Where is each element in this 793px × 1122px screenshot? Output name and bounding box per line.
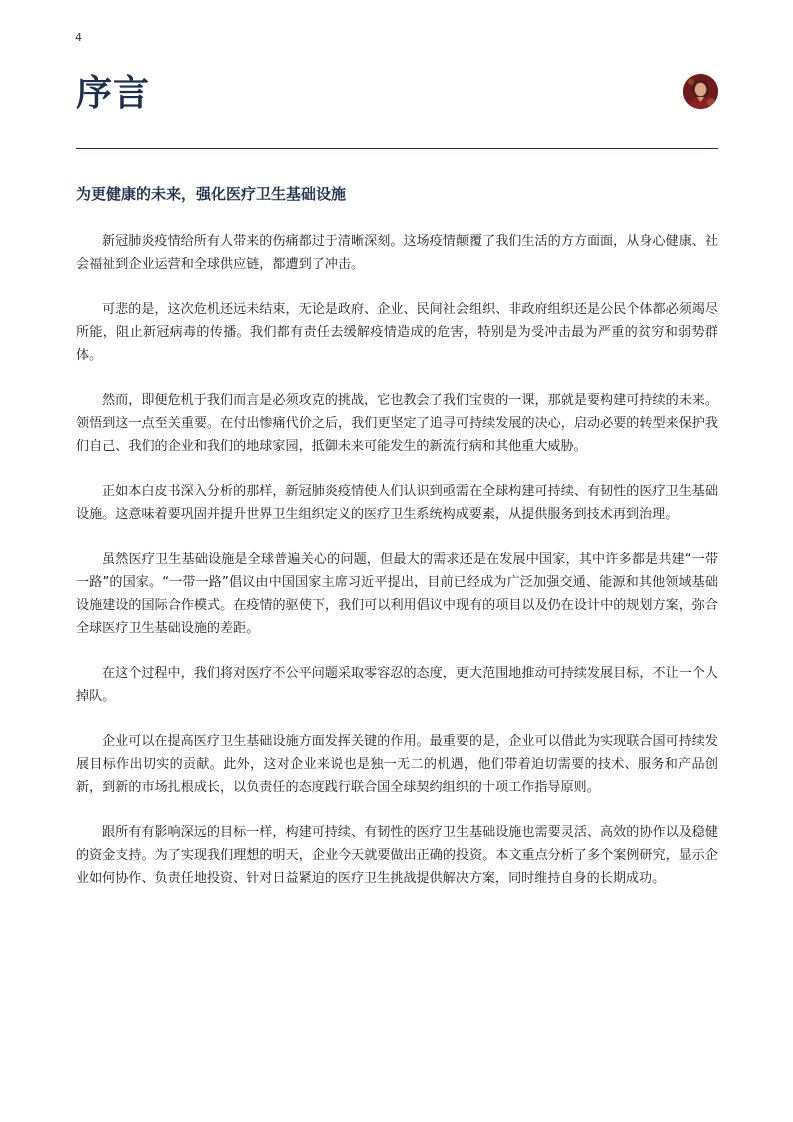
section-heading: 为更健康的未来，强化医疗卫生基础设施	[76, 185, 347, 203]
portrait-icon	[683, 74, 718, 109]
paragraph: 企业可以在提高医疗卫生基础设施方面发挥关键的作用。最重要的是，企业可以借此为实现联合国可持续发展目标作出切实的贡献。此外，这对企业来说也是独一无二的机遇，他们带着迫切需要的技术、服务和产品创新，到新的市场扎根成长，以负责任的态度践行联合国全球契约组织的十项工作指导原则。	[76, 734, 718, 795]
paragraph: 在这个过程中，我们将对医疗不公平问题采取零容忍的态度，更大范围地推动可持续发展目标，不让一个人掉队。	[76, 666, 718, 704]
paragraph: 然而，即便危机于我们而言是必须攻克的挑战，它也教会了我们宝贵的一课，那就是要构建可持续的未来。领悟到这一点至关重要。在付出惨痛代价之后，我们更坚定了追寻可持续发展的决心，启动必要的转型来保护我们自己、我们的企业和我们的地球家园，抵御未来可能发生的新流行病和其他重大威胁。	[76, 393, 718, 454]
title-divider	[76, 148, 718, 149]
paragraph: 可悲的是，这次危机还远未结束，无论是政府、企业、民间社会组织、非政府组织还是公民个体都必须竭尽所能，阻止新冠病毒的传播。我们都有责任去缓解疫情造成的危害，特别是为受冲击最为严重的贫穷和弱势群体。	[76, 302, 718, 363]
page-number: 4	[75, 31, 82, 44]
body-text	[76, 230, 718, 912]
paragraph: 新冠肺炎疫情给所有人带来的伤痛都过于清晰深刻。这场疫情颠覆了我们生活的方方面面，从身心健康、社会福祉到企业运营和全球供应链，都遭到了冲击。	[76, 234, 718, 272]
page-title: 序言	[76, 73, 151, 114]
paragraph: 跟所有有影响深远的目标一样，构建可持续、有韧性的医疗卫生基础设施也需要灵活、高效的协作以及稳健的资金支持。为了实现我们理想的明天，企业今天就要做出正确的投资。本文重点分析了多个案例研究，显示企业如何协作、负责任地投资、针对日益紧迫的医疗卫生挑战提供解决方案，同时维持自身的长期成功。	[76, 825, 718, 886]
paragraph: 虽然医疗卫生基础设施是全球普遍关心的问题，但最大的需求还是在发展中国家，其中许多都是共建“一带一路”的国家。“一带一路”倡议由中国国家主席习近平提出，目前已经成为广泛加强交通、能源和其他领域基础设施建设的国际合作模式。在疫情的驱使下，我们可以利用倡议中现有的项目以及仍在设计中的规划方案，弥合全球医疗卫生基础设施的差距。	[76, 552, 718, 636]
paragraph: 正如本白皮书深入分析的那样，新冠肺炎疫情使人们认识到亟需在全球构建可持续、有韧性的医疗卫生基础设施。这意味着要巩固并提升世界卫生组织定义的医疗卫生系统构成要素，从提供服务到技术再到治理。	[76, 484, 718, 522]
author-avatar	[683, 74, 718, 109]
